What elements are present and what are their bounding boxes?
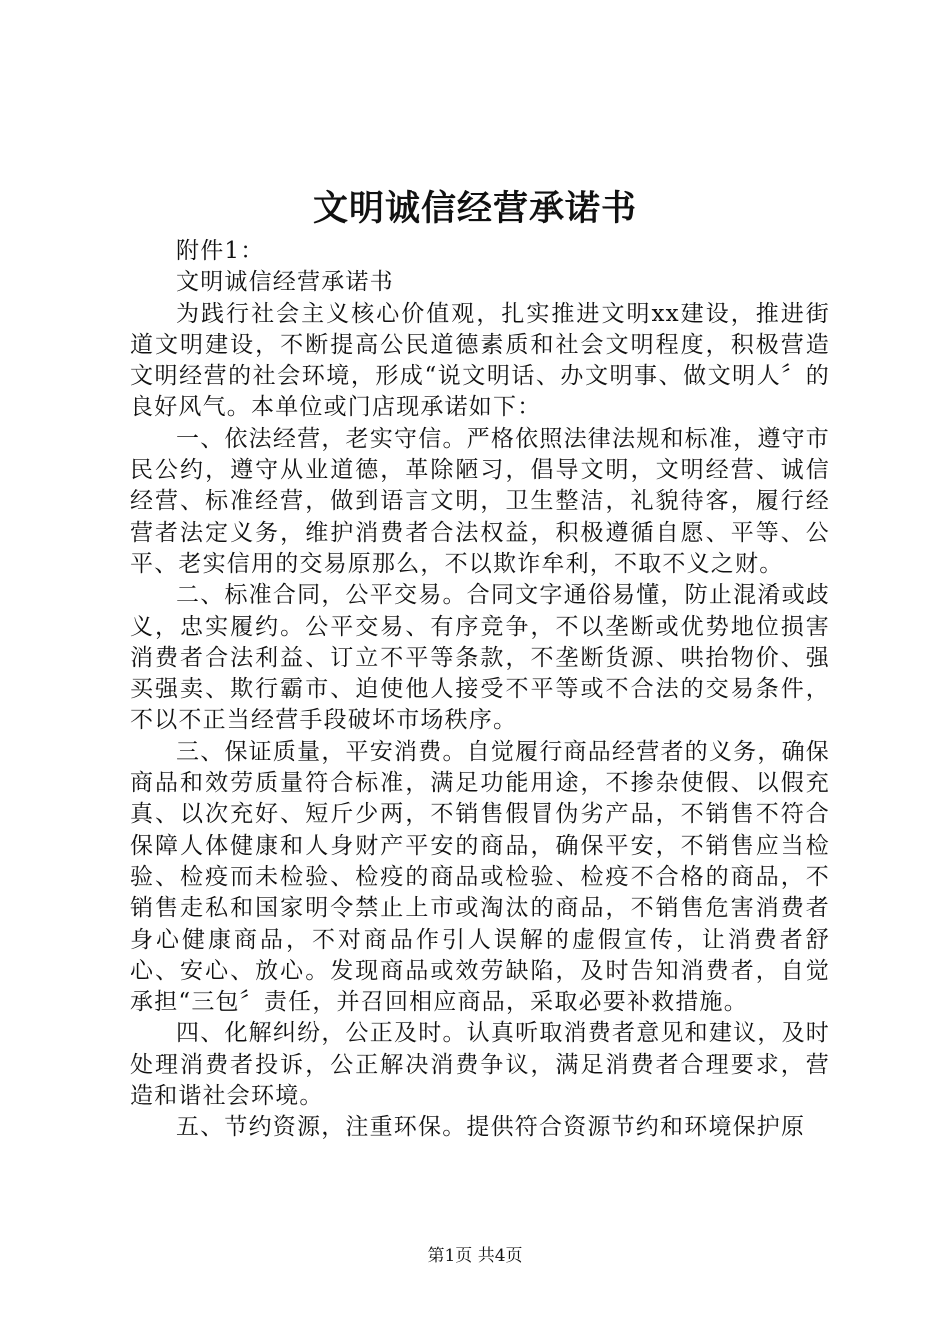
document-body: [130, 236, 830, 1144]
attachment-label: 附件1：: [176, 238, 265, 264]
document-title: 文明诚信经营承诺书: [312, 188, 637, 229]
clause-2-paragraph: 二、标准合同，公平交易。合同文字通俗易懂，防止混淆或歧义，忠实履约。公平交易、有序竞争，不以垄断或优势地位损害消费者合法利益、订立不平等条款，不垄断货源、哄抬物价、强买强卖、欺行霸市、迫使他人接受不平等或不合法的交易条件，不以不正当经营手段破坏市场秩序。: [130, 582, 830, 734]
page-number-footer: 第1页 共4页: [427, 1246, 523, 1266]
subtitle-paragraph: 文明诚信经营承诺书: [176, 269, 394, 296]
clause-4-paragraph: 四、化解纠纷，公正及时。认真听取消费者意见和建议，及时处理消费者投诉，公正解决消费争议，满足消费者合理要求，营造和谐社会环境。: [130, 1020, 830, 1110]
clause-1-paragraph: 一、依法经营，老实守信。严格依照法律法规和标准，遵守市民公约，遵守从业道德，革除陋习，倡导文明，文明经营、诚信经营、标准经营，做到语言文明，卫生整洁，礼貌待客，履行经营者法定义务，维护消费者合法权益，积极遵循自愿、平等、公平、老实信用的交易原那么，不以欺诈牟利，不取不义之财。: [130, 425, 830, 577]
clause-3-paragraph: 三、保证质量，平安消费。自觉履行商品经营者的义务，确保商品和效劳质量符合标准，满足功能用途，不掺杂使假、以假充真、以次充好、短斤少两，不销售假冒伪劣产品，不销售不符合保障人体健康和人身财产平安的商品，确保平安，不销售应当检验、检疫而未检验、检疫的商品或检验、检疫不合格的商品，不销售走私和国家明令禁止上市或淘汰的商品，不销售危害消费者身心健康商品，不对商品作引人误解的虚假宣传，让消费者舒心、安心、放心。发现商品或效劳缺陷，及时告知消费者，自觉承担“三包〞责任，并召回相应商品，采取必要补救措施。: [130, 738, 830, 1016]
intro-paragraph: 为践行社会主义核心价值观，扎实推进文明xx建设，推进街道文明建设，不断提高公民道德素质和社会文明程度，积极营造文明经营的社会环境，形成“说文明话、办文明事、做文明人〞的良好风气。本单位或门店现承诺如下：: [130, 300, 830, 421]
clause-5-paragraph: 五、节约资源，注重环保。提供符合资源节约和环境保护原: [176, 1114, 806, 1141]
